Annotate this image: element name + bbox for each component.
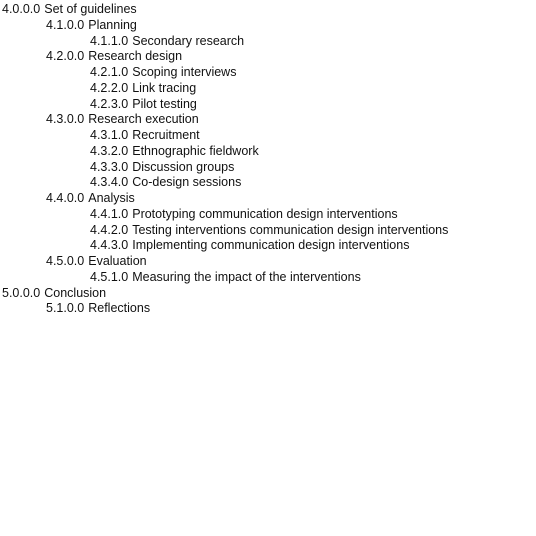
toc-entry <box>0 238 536 254</box>
toc-entry-number: 5.1.0.0 <box>46 301 85 316</box>
toc-entry-title: Discussion groups <box>132 159 235 174</box>
toc-entry-number: 4.2.3.0 <box>90 96 129 111</box>
toc-entry-number: 4.4.3.0 <box>90 238 129 253</box>
toc-entry-title: Ethnographic fieldwork <box>132 143 259 158</box>
toc-entry <box>0 97 536 113</box>
toc-entry-number: 4.2.1.0 <box>90 65 129 79</box>
toc-entry-title: Implementing communication design interventions <box>132 238 410 253</box>
toc-entry-title: Analysis <box>88 191 135 205</box>
toc-entry-title: Scoping interviews <box>132 65 237 79</box>
toc-entry-number: 5.0.0.0 <box>2 285 41 300</box>
toc-entry-title: Planning <box>88 17 137 32</box>
toc-entry-number: 4.4.1.0 <box>90 206 129 221</box>
toc-entry <box>0 18 536 34</box>
toc-entry-title: Set of guidelines <box>44 2 137 16</box>
toc-entry <box>0 128 536 144</box>
toc-entry-number: 4.3.1.0 <box>90 128 129 142</box>
toc-entry-title: Secondary research <box>132 33 245 48</box>
toc-entry-number: 4.3.4.0 <box>90 175 129 190</box>
toc-entry-number: 4.5.0.0 <box>46 254 85 268</box>
toc-entry <box>0 191 536 207</box>
toc-entry <box>0 254 536 270</box>
toc-entry <box>0 34 536 50</box>
toc-entry-number: 4.1.0.0 <box>46 17 85 32</box>
toc-entry <box>0 175 536 191</box>
toc-entry-title: Research execution <box>88 112 199 127</box>
table-of-contents <box>0 2 536 317</box>
toc-entry-title: Link tracing <box>132 80 197 95</box>
toc-entry <box>0 270 536 286</box>
toc-entry-title: Research design <box>88 49 183 64</box>
toc-entry-title: Testing interventions communication design interventions <box>132 222 449 237</box>
toc-entry-number: 4.4.0.0 <box>46 191 85 205</box>
toc-entry <box>0 223 536 239</box>
toc-entry-number: 4.1.1.0 <box>90 33 129 48</box>
toc-entry-title: Measuring the impact of the interventions <box>132 269 361 284</box>
toc-entry-number: 4.2.2.0 <box>90 80 129 95</box>
toc-entry <box>0 81 536 97</box>
toc-entry <box>0 144 536 160</box>
toc-entry-number: 4.3.2.0 <box>90 143 129 158</box>
toc-entry <box>0 207 536 223</box>
toc-entry-title: Evaluation <box>88 254 147 268</box>
toc-entry-number: 4.4.2.0 <box>90 222 129 237</box>
toc-entry-title: Recruitment <box>132 128 200 142</box>
toc-entry-title: Conclusion <box>44 285 107 300</box>
toc-entry-number: 4.0.0.0 <box>2 2 41 16</box>
toc-entry <box>0 301 536 317</box>
toc-entry <box>0 2 536 18</box>
toc-entry <box>0 65 536 81</box>
toc-entry-number: 4.2.0.0 <box>46 49 85 64</box>
toc-entry-number: 4.5.1.0 <box>90 269 129 284</box>
toc-entry <box>0 286 536 302</box>
toc-entry <box>0 49 536 65</box>
toc-entry-number: 4.3.3.0 <box>90 159 129 174</box>
toc-entry-number: 4.3.0.0 <box>46 112 85 127</box>
toc-entry <box>0 112 536 128</box>
toc-entry-title: Reflections <box>88 301 151 316</box>
toc-entry-title: Prototyping communication design interventions <box>132 206 398 221</box>
toc-entry <box>0 160 536 176</box>
toc-entry-title: Co-design sessions <box>132 175 242 190</box>
toc-entry-title: Pilot testing <box>132 96 197 111</box>
